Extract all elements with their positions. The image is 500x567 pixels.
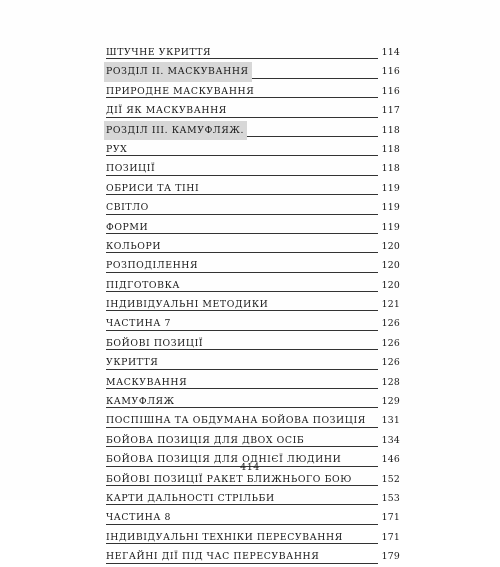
toc-entry-title: ФОРМИ <box>106 221 149 233</box>
toc-entry <box>106 508 400 527</box>
toc-section-heading: РОЗДІЛ III. КАМУФЛЯЖ. <box>104 121 247 140</box>
toc-page-number: 129 <box>381 396 400 408</box>
toc-entry-title: ІНДИВІДУАЛЬНІ ТЕХНІКИ ПЕРЕСУВАННЯ <box>106 531 343 543</box>
toc-page-number: 126 <box>381 318 400 330</box>
toc-page-number: 118 <box>381 124 400 136</box>
toc-entry <box>106 218 400 237</box>
toc-entry-title: ПРИРОДНЕ МАСКУВАННЯ <box>106 85 255 97</box>
toc-entry <box>106 528 400 547</box>
toc-entry <box>106 159 400 178</box>
toc-page-number: 119 <box>381 202 400 214</box>
toc-entry-title: ШТУЧНЕ УКРИТТЯ <box>106 47 212 58</box>
toc-entry-title: БОЙОВІ ПОЗИЦІЇ <box>106 337 204 349</box>
toc-page-number: 131 <box>381 415 400 427</box>
toc-page-number: 120 <box>381 240 400 252</box>
toc-entry <box>106 237 400 256</box>
toc-page-number: 171 <box>381 512 400 524</box>
toc-entry-title: КАРТИ ДАЛЬНОСТІ СТРІЛЬБИ <box>106 492 275 504</box>
toc-entry <box>106 276 400 295</box>
toc-page-number: 120 <box>381 279 400 291</box>
toc-entry-title: РОЗПОДІЛЕННЯ <box>106 260 199 272</box>
toc-entry-title: ЧАСТИНА 8 <box>106 512 172 524</box>
toc-entry-title: КОЛЬОРИ <box>106 240 162 252</box>
toc-page-number: 116 <box>381 85 400 97</box>
toc-entry-title: БОЙОВА ПОЗИЦІЯ ДЛЯ ДВОХ ОСІБ <box>106 434 305 446</box>
toc-page-number: 171 <box>381 531 400 543</box>
toc-page-number: 126 <box>381 337 400 349</box>
toc-page-number: 146 <box>381 454 400 466</box>
toc-entry <box>106 140 400 159</box>
toc-entry-title: ДІЇ ЯК МАСКУВАННЯ <box>106 105 227 117</box>
toc-entry <box>106 489 400 508</box>
toc-page-number: 152 <box>381 473 400 485</box>
toc-section-heading: РОЗДІЛ II. МАСКУВАННЯ <box>104 62 252 81</box>
toc-page-number: 153 <box>381 492 400 504</box>
toc-entry <box>106 82 400 101</box>
toc-entry-title: ЧАСТИНА 7 <box>106 318 172 330</box>
toc-entry <box>106 334 400 353</box>
toc-page-number: 114 <box>381 47 400 58</box>
toc-page-number: 128 <box>381 376 400 388</box>
toc-entry-title: КАМУФЛЯЖ <box>106 396 175 408</box>
toc-entry <box>106 547 400 566</box>
toc-page-number: 134 <box>381 434 400 446</box>
page-number: 414 <box>240 462 260 473</box>
toc-page-number: 117 <box>381 105 400 117</box>
toc-entry-title: МАСКУВАННЯ <box>106 376 188 388</box>
toc-page-number: 120 <box>381 260 400 272</box>
toc-page-number: 118 <box>381 163 400 175</box>
toc-page-number: 116 <box>381 66 400 78</box>
toc-entry-title: НЕГАЙНІ ДІЇ ПІД ЧАС ПЕРЕСУВАННЯ <box>106 551 320 563</box>
toc-page-number: 126 <box>381 357 400 369</box>
toc-entry <box>106 121 400 140</box>
toc-entry <box>106 62 400 81</box>
toc-entry-title: ПОЗИЦІЇ <box>106 163 156 175</box>
toc-page-number: 121 <box>381 299 400 311</box>
toc-entry <box>106 353 400 372</box>
toc-entry-title: БОЙОВІ ПОЗИЦІЇ РАКЕТ БЛИЖНЬОГО БОЮ <box>106 473 352 485</box>
toc-entry <box>106 179 400 198</box>
toc-page-number: 119 <box>381 182 400 194</box>
toc-entry <box>106 295 400 314</box>
toc-entry <box>106 256 400 275</box>
toc-entry <box>106 431 400 450</box>
toc-entry <box>106 101 400 120</box>
toc-entry <box>106 198 400 217</box>
toc-entry-title: БОЙОВА ПОЗИЦІЯ ДЛЯ ОДНІЄЇ ЛЮДИНИ <box>106 454 342 466</box>
leader-rule <box>106 155 378 156</box>
toc-entry <box>106 43 400 62</box>
toc-entry-title: ОБРИСИ ТА ТІНІ <box>106 182 200 194</box>
toc-page-number: 179 <box>381 551 400 563</box>
toc-entry-title: СВІТЛО <box>106 202 149 214</box>
toc-entry-title: УКРИТТЯ <box>106 357 159 369</box>
toc-entry <box>106 314 400 333</box>
toc-entry <box>106 392 400 411</box>
toc-entry-title: РУХ <box>106 143 128 155</box>
toc-entry <box>106 373 400 392</box>
toc-entry-title: ІНДИВІДУАЛЬНІ МЕТОДИКИ <box>106 299 269 311</box>
toc-page-number: 119 <box>381 221 400 233</box>
toc-page-number: 118 <box>381 143 400 155</box>
table-of-contents <box>106 43 400 567</box>
toc-entry-title: ПІДГОТОВКА <box>106 279 181 291</box>
toc-entry-title: ПОСПІШНА ТА ОБДУМАНА БОЙОВА ПОЗИЦІЯ <box>106 415 366 427</box>
toc-entry <box>106 411 400 430</box>
